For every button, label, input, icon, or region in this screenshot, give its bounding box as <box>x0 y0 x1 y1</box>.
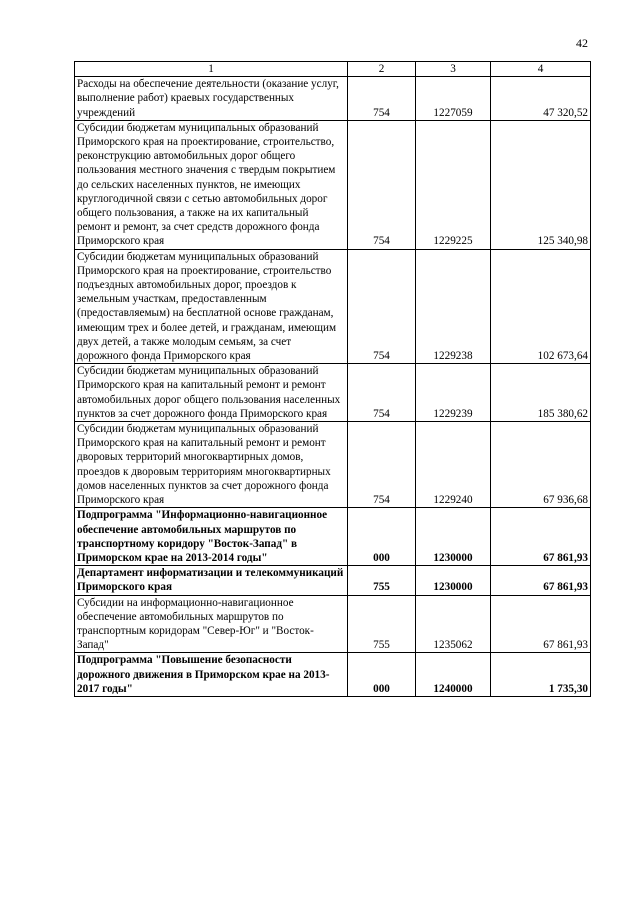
budget-table <box>74 61 591 697</box>
table-row <box>75 595 591 653</box>
table-row <box>75 249 591 364</box>
table-row <box>75 77 591 121</box>
row-article: 1229225 <box>416 120 491 249</box>
row-article: 1230000 <box>416 508 491 566</box>
row-amount: 185 380,62 <box>491 364 591 422</box>
column-header-4: 4 <box>491 62 591 77</box>
row-name: Субсидии на информационно-навигационное обеспечение автомобильных маршрутов по транспортным коридорам "Север-Юг" и "Восток-Запад" <box>75 595 348 653</box>
row-code: 000 <box>348 508 416 566</box>
row-code: 000 <box>348 653 416 697</box>
row-name: Субсидии бюджетам муниципальных образований Приморского края на капитальный ремонт и ремонт автомобильных дорог общего пользования населенных пунктов за счет дорожного фонда Приморского края <box>75 364 348 422</box>
row-article: 1229238 <box>416 249 491 364</box>
row-article: 1240000 <box>416 653 491 697</box>
table-row <box>75 120 591 249</box>
row-amount: 125 340,98 <box>491 120 591 249</box>
table-row <box>75 364 591 422</box>
row-article: 1229239 <box>416 364 491 422</box>
table-row <box>75 653 591 697</box>
row-amount: 67 936,68 <box>491 422 591 508</box>
row-amount: 1 735,30 <box>491 653 591 697</box>
row-amount: 102 673,64 <box>491 249 591 364</box>
row-article: 1227059 <box>416 77 491 121</box>
row-article: 1229240 <box>416 422 491 508</box>
row-code: 754 <box>348 249 416 364</box>
row-code: 755 <box>348 566 416 595</box>
table-row <box>75 508 591 566</box>
row-name: Субсидии бюджетам муниципальных образований Приморского края на проектирование, строительство, реконструкцию автомобильных дорог общего пользования местного значения с твердым покрытием до сельских населенных пунктов, не имеющих круглогодичной связи с сетью автомобильных дорог общего пользования, а также на их капитальный ремонт и ремонт, за счет средств дорожного фонда Приморского края <box>75 120 348 249</box>
row-name: Департамент информатизации и телекоммуникаций Приморского края <box>75 566 348 595</box>
row-name: Расходы на обеспечение деятельности (оказание услуг, выполнение работ) краевых государственных учреждений <box>75 77 348 121</box>
row-name: Субсидии бюджетам муниципальных образований Приморского края на капитальный ремонт и ремонт дворовых территорий многоквартирных домов, проездов к дворовым территориям многоквартирных домов населенных пунктов за счет дорожного фонда Приморского края <box>75 422 348 508</box>
row-code: 755 <box>348 595 416 653</box>
row-amount: 67 861,93 <box>491 566 591 595</box>
row-code: 754 <box>348 364 416 422</box>
row-code: 754 <box>348 422 416 508</box>
row-amount: 47 320,52 <box>491 77 591 121</box>
table-header-row <box>75 62 591 77</box>
page-number: 42 <box>576 36 588 50</box>
column-header-3: 3 <box>416 62 491 77</box>
table-row <box>75 422 591 508</box>
table-row <box>75 566 591 595</box>
row-article: 1230000 <box>416 566 491 595</box>
row-article: 1235062 <box>416 595 491 653</box>
row-amount: 67 861,93 <box>491 595 591 653</box>
row-code: 754 <box>348 120 416 249</box>
row-amount: 67 861,93 <box>491 508 591 566</box>
row-name: Подпрограмма "Информационно-навигационное обеспечение автомобильных маршрутов по транспортному коридору "Восток-Запад" в Приморском крае на 2013-2014 годы" <box>75 508 348 566</box>
row-name: Подпрограмма "Повышение безопасности дорожного движения в Приморском крае на 2013-2017 годы" <box>75 653 348 697</box>
column-header-2: 2 <box>348 62 416 77</box>
row-code: 754 <box>348 77 416 121</box>
row-name: Субсидии бюджетам муниципальных образований Приморского края на проектирование, строительство подъездных автомобильных дорог, проездов к земельным участкам, предоставленным (предоставляемым) на бесплатной основе гражданам, имеющим трех и более детей, и гражданам, имеющим двух детей, а также молодым семьям, за счет дорожного фонда Приморского края <box>75 249 348 364</box>
column-header-1: 1 <box>75 62 348 77</box>
